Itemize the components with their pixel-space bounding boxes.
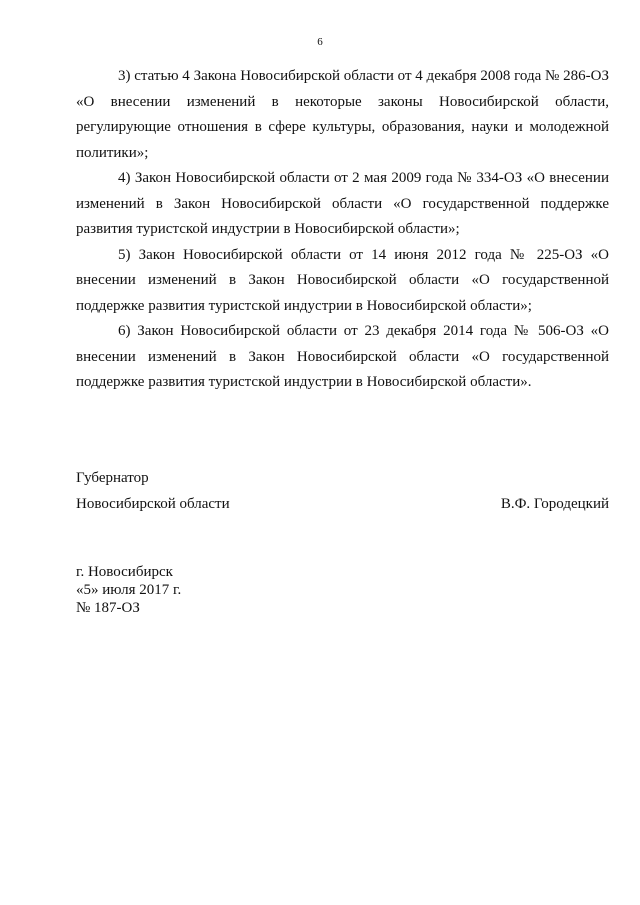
signatory-title: Губернатор [76, 470, 149, 486]
list-item-5: 5) Закон Новосибирской области от 14 июня 2012 года № 225-ОЗ «О внесении изменений в Закон Новосибирской области «О государственной поддержке развития туристской индустрии в Новосибирской области»; [76, 246, 609, 314]
signatory-region: Новосибирской области [76, 495, 230, 512]
signing-date: «5» июля 2017 г. [76, 582, 182, 598]
page-number: 6 [317, 36, 323, 48]
signature-block [76, 466, 609, 517]
law-number: № 187-ОЗ [76, 600, 140, 616]
signing-place: г. Новосибирск [76, 564, 173, 580]
document-footer [76, 563, 181, 617]
document-body [76, 64, 609, 396]
list-item-6: 6) Закон Новосибирской области от 23 декабря 2014 года № 506-ОЗ «О внесении изменений в Закон Новосибирской области «О государственной поддержке развития туристской индустрии в Новосибирской области». [76, 323, 609, 390]
signatory-name: В.Ф. Городецкий [500, 495, 609, 512]
list-item-4: 4) Закон Новосибирской области от 2 мая 2009 года № 334-ОЗ «О внесении изменений в Закон Новосибирской области «О государственной поддержке развития туристской индустрии в Новосибирской области»; [76, 170, 609, 237]
signature-row [76, 492, 609, 518]
list-item-3: 3) статью 4 Закона Новосибирской области от 4 декабря 2008 года № 286-ОЗ «О внесении изменений в некоторые законы Новосибирской области, регулирующие отношения в сфере культуры, образования, науки и молодежной политики»; [76, 68, 609, 161]
